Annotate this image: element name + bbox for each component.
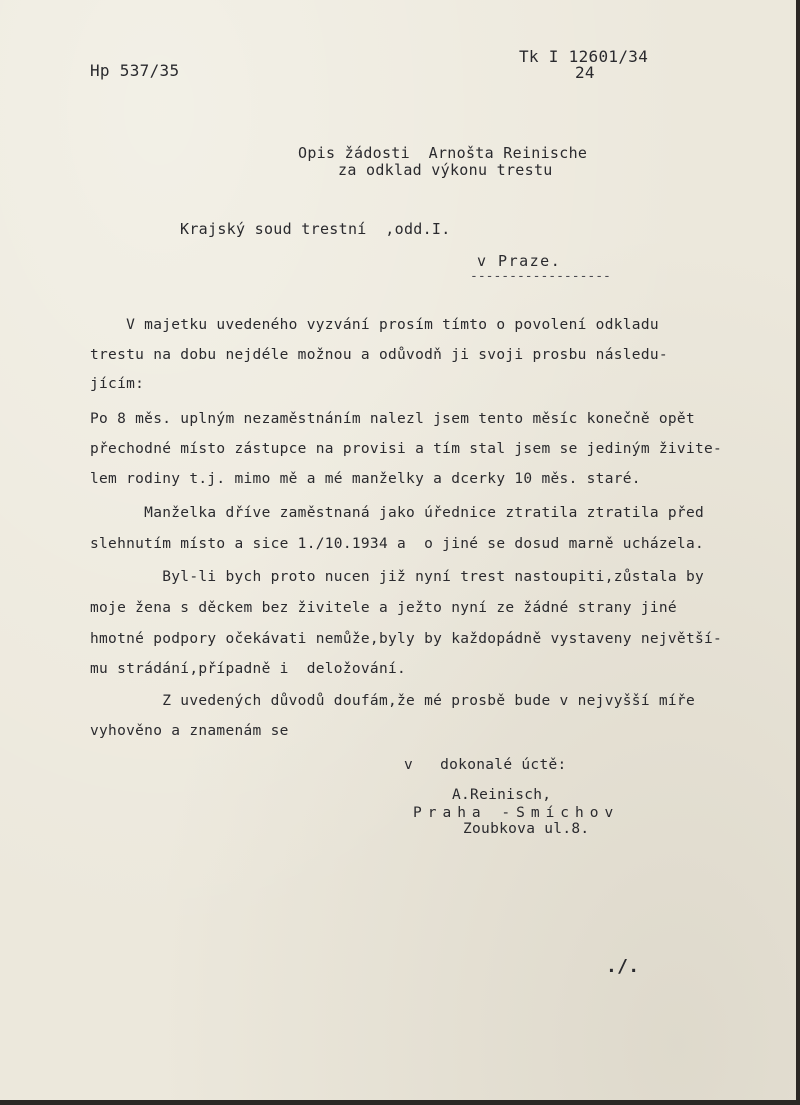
reference-right: Tk I 12601/34: [519, 47, 649, 66]
scan-edge-bottom: [0, 1100, 800, 1105]
subject-line-2: za odklad výkonu trestu: [338, 161, 553, 179]
signature-street: Zoubkova ul.8.: [463, 821, 590, 837]
scan-edge-right: [796, 0, 800, 1105]
subject-line-1: Opis žádosti Arnošta Reinische: [298, 144, 588, 162]
body-line: lem rodiny t.j. mimo mě a mé manželky a dcerky 10 měs. staré.: [90, 471, 641, 487]
body-line: jícím:: [90, 376, 145, 392]
body-line: Z uvedených důvodů doufám,že mé prosbě bude v nejvyšší míře: [90, 693, 695, 709]
body-line: vyhověno a znamenám se: [90, 723, 289, 739]
addressee-court: Krajský soud trestní ,odd.I.: [180, 220, 451, 238]
body-line: Manželka dříve zaměstnaná jako úřednice ztratila ztratila před: [90, 505, 705, 521]
body-line: přechodné místo zástupce na provisi a tím stal jsem se jediným živite-: [90, 441, 723, 457]
signature-district: Praha -Smíchov: [413, 805, 620, 821]
body-line: moje žena s děckem bez živitele a ježto nyní ze žádné strany jiné: [90, 600, 677, 616]
body-line: trestu na dobu nejdéle možnou a odůvodň ji svoji prosbu následu-: [90, 347, 668, 363]
addressee-underline: ------------------: [470, 269, 611, 284]
body-line: V majetku uvedeného vyzvání prosím tímto o povolení odkladu: [90, 317, 659, 333]
end-mark: ./.: [606, 956, 640, 977]
body-line: hmotné podpory očekávati nemůže,byly by každopádně vystaveny největší-: [90, 631, 723, 647]
addressee-city: v Praze.: [477, 252, 562, 270]
body-line: slehnutím místo a sice 1./10.1934 a o jiné se dosud marně ucházela.: [90, 536, 705, 552]
body-line: Byl-li bych proto nucen již nyní trest nastoupiti,zůstala by: [90, 569, 705, 585]
reference-left: Hp 537/35: [90, 61, 180, 80]
reference-right-sub: 24: [575, 63, 595, 82]
signature-name: A.Reinisch,: [452, 787, 552, 803]
closing-greeting: v dokonalé úctě:: [404, 757, 567, 773]
body-line: Po 8 měs. uplným nezaměstnáním nalezl jsem tento měsíc konečně opět: [90, 411, 695, 427]
body-line: mu strádání,případně i deložování.: [90, 661, 407, 677]
